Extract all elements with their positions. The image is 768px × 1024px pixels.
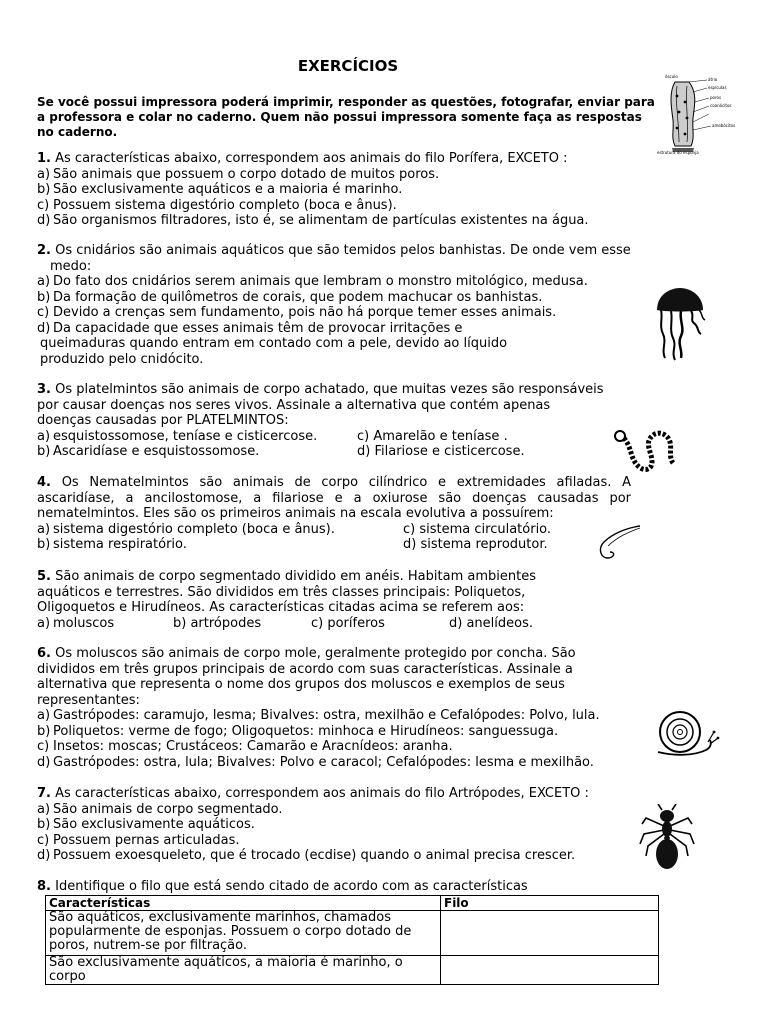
- sponge-label: poros: [710, 95, 722, 100]
- question-stem: Os moluscos são animais de corpo mole, geralmente protegido por concha. São: [55, 646, 576, 661]
- question-7: [37, 786, 657, 864]
- question-stem: Identifique o filo que está sendo citado de acordo com as características: [55, 879, 528, 894]
- table-cell-filo-answer[interactable]: [441, 911, 659, 956]
- table-row: [46, 956, 659, 985]
- intro-text: Se você possui impressora poderá imprimir, responder as questões, fotografar, enviar para a professora e colar no caderno. Quem não possui impressora somente faça as respostas no caderno.: [37, 95, 655, 139]
- table-cell-filo-answer[interactable]: [441, 956, 659, 985]
- table-cell-characteristics: São exclusivamente aquáticos, a maioria é marinho, o corpo: [46, 956, 441, 985]
- sponge-label: espículas: [708, 85, 727, 90]
- page-title: EXERCÍCIOS: [297, 57, 399, 75]
- option-d-continued: queimaduras quando entram em contado com a pele, devido ao líquido: [40, 336, 508, 351]
- question-1: [37, 151, 657, 229]
- option-b[interactable]: b) Da formação de quilômetros de corais, que podem machucar os banhistas.: [37, 289, 543, 305]
- question-stem: As características abaixo, correspondem aos animais do filo Artrópodes, EXCETO :: [55, 786, 589, 801]
- question-3: [37, 382, 657, 460]
- option-d[interactable]: d) Possuem exoesqueleto, que é trocado (ecdise) quando o animal precisa crescer.: [37, 848, 576, 863]
- table-header-filo: Filo: [441, 896, 659, 911]
- question-stem: por causar doenças nos seres vivos. Assinale a alternativa que contém apenas: [37, 397, 551, 413]
- question-stem: Os platelmintos são animais de corpo achatado, que muitas vezes são responsáveis: [55, 382, 604, 397]
- question-stem: alternativa que representa o nome dos grupos dos moluscos e exemplos de seus: [37, 677, 565, 692]
- question-number: 3.: [37, 382, 51, 397]
- table-cell-characteristics: São aquáticos, exclusivamente marinhos, chamados popularmente de esponjas. Possuem o corpo dotado de poros, nutrem-se por filtração.: [46, 911, 441, 956]
- question-number: 7.: [37, 786, 51, 801]
- question-stem: Os Nematelmintos são animais de corpo cilíndrico e extremidades afiladas. A: [61, 475, 631, 490]
- roundworm-illustration: [596, 520, 644, 564]
- question-stem: São animais de corpo segmentado dividido em anéis. Habitam ambientes: [55, 569, 536, 584]
- option-a[interactable]: a) esquistossomose, teníase e cisticercose.: [37, 428, 318, 444]
- option-d[interactable]: d) anelídeos.: [449, 615, 533, 631]
- question-stem: doenças causadas por PLATELMINTOS:: [37, 413, 289, 428]
- option-d[interactable]: d) Filariose e cisticercose.: [357, 444, 525, 459]
- question-number: 6.: [37, 646, 51, 661]
- question-number: 5.: [37, 569, 51, 584]
- option-d[interactable]: d) sistema reprodutor.: [403, 537, 548, 552]
- question-number: 8.: [37, 879, 51, 894]
- option-d[interactable]: d) Da capacidade que esses animais têm de provocar irritações e: [37, 320, 463, 336]
- question-2: [37, 243, 657, 367]
- option-a[interactable]: a) moluscos: [37, 615, 115, 631]
- question-8: [37, 879, 657, 895]
- option-b[interactable]: b) Poliquetos: verme de fogo; Oligoquetos: minhoca e Hirudíneos: sanguessuga.: [37, 723, 559, 739]
- option-a[interactable]: a) Gastrópodes: caramujo, lesma; Bivalves: ostra, mexilhão e Cefalópodes: Polvo, lula.: [37, 708, 600, 723]
- table-header-caracteristicas: Características: [46, 896, 441, 911]
- sponge-label: amebócitos: [712, 123, 736, 128]
- option-c[interactable]: c) Possuem sistema digestório completo (boca e ânus).: [37, 197, 397, 213]
- sponge-label: ósculo: [665, 74, 678, 79]
- question-number: 2.: [37, 243, 51, 258]
- option-a[interactable]: a) sistema digestório completo (boca e ânus).: [37, 521, 335, 537]
- option-c[interactable]: c) sistema circulatório.: [403, 521, 552, 537]
- option-b[interactable]: b) sistema respiratório.: [37, 537, 187, 552]
- option-c[interactable]: c) Insetos: moscas; Crustáceos: Camarão e Aracnídeos: aranha.: [37, 739, 453, 754]
- sponge-label: coanócitos: [710, 103, 732, 108]
- option-a[interactable]: a) São animais de corpo segmentado.: [37, 801, 283, 817]
- question-4: [37, 475, 631, 553]
- question-stem: aquáticos e terrestres. São divididos em três classes principais: Poliquetos,: [37, 584, 526, 600]
- sponge-label: átrio: [708, 77, 718, 82]
- option-c[interactable]: c) Amarelão e teníase .: [357, 428, 508, 444]
- ant-illustration: [638, 804, 696, 874]
- option-b[interactable]: b) São exclusivamente aquáticos e a maioria é marinho.: [37, 182, 403, 197]
- question-stem: divididos em três grupos principais de acordo com suas características. Assinale a: [37, 661, 573, 677]
- question-number: 4.: [37, 475, 51, 490]
- question-number: 1.: [37, 151, 51, 166]
- question-stem: nematelmintos. Eles são os primeiros animais na escala evolutiva a possuírem:: [37, 506, 554, 521]
- snail-illustration: [654, 708, 720, 762]
- option-d[interactable]: d) Gastrópodes: ostra, lula; Bivalves: Polvo e caracol; Cefalópodes: lesma e mexilhão.: [37, 754, 594, 770]
- option-a[interactable]: a) São animais que possuem o corpo dotado de muitos poros.: [37, 166, 440, 182]
- jellyfish-illustration: [651, 286, 709, 364]
- question-stem: Os cnidários são animais aquáticos que são temidos pelos banhistas. De onde vem esse: [55, 243, 631, 258]
- question-stem-continued: medo:: [50, 258, 92, 274]
- question-5: [37, 569, 637, 631]
- option-b[interactable]: b) artrópodes: [173, 615, 262, 631]
- option-b[interactable]: b) Ascaridíase e esquistossomose.: [37, 444, 260, 459]
- question-stem: representantes:: [37, 692, 140, 708]
- question-stem: Oligoquetos e Hirudíneos. As características citadas acima se referem aos:: [37, 600, 525, 615]
- question-stem: ascaridíase, a ancilostomose, a filariose e a oxiurose são doenças causadas por: [37, 490, 631, 506]
- question-stem: As características abaixo, correspondem aos animais do filo Porífera, EXCETO :: [55, 151, 568, 166]
- option-c[interactable]: c) Devido a crenças sem fundamento, pois não há porque temer esses animais.: [37, 305, 557, 320]
- question-6: [37, 646, 657, 770]
- tapeworm-illustration: [612, 424, 682, 476]
- option-d[interactable]: d) São organismos filtradores, isto é, se alimentam de partículas existentes na água.: [37, 213, 589, 228]
- sponge-label: estrutura do esponja: [657, 150, 699, 155]
- phylum-table: [45, 895, 659, 985]
- option-d-continued: produzido pelo cnidócito.: [40, 351, 204, 367]
- option-a[interactable]: a) Do fato dos cnidários serem animais que lembram o monstro mitológico, medusa.: [37, 274, 588, 289]
- option-c[interactable]: c) poríferos: [311, 615, 385, 631]
- option-c[interactable]: c) Possuem pernas articuladas.: [37, 832, 240, 848]
- option-b[interactable]: b) São exclusivamente aquáticos.: [37, 817, 255, 832]
- table-row: [46, 911, 659, 956]
- sponge-illustration: [655, 72, 745, 156]
